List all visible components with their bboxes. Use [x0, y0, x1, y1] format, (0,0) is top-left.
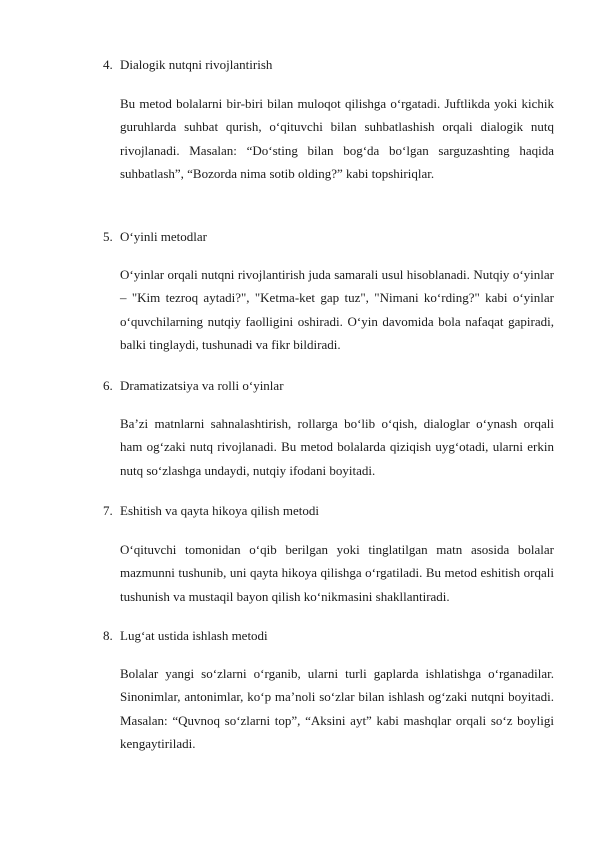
section-heading	[103, 378, 284, 394]
section-title: Lug‘at ustida ishlash metodi	[120, 628, 268, 643]
section-title: Eshitish va qayta hikoya qilish metodi	[120, 503, 319, 518]
section-number: 5.	[103, 229, 113, 244]
section-title: Dramatizatsiya va rolli o‘yinlar	[120, 378, 284, 393]
section-title: Dialogik nutqni rivojlantirish	[120, 57, 273, 72]
section-paragraph: Ba’zi matnlarni sahnalashtirish, rollarga bo‘lib o‘qish, dialoglar o‘ynash orqali ham og‘zaki nutq rivojlanadi. Bu metod bolalarda qiziqish uyg‘otadi, ularni erkin nutq so‘zlashga undaydi, nutqiy ifodani boyitadi.	[120, 416, 554, 478]
section-heading	[103, 503, 319, 519]
section-number: 7.	[103, 503, 113, 518]
section-paragraph: O‘qituvchi tomonidan o‘qib berilgan yoki tinglatilgan matn asosida bolalar mazmunni tushunib, uni qayta hikoya qilishga o‘rgatiladi. Bu metod eshitish orqali tushunish va mustaqil bayon qilish ko‘nikmasini shakllantiradi.	[120, 542, 554, 604]
section-number: 8.	[103, 628, 113, 643]
section-number: 6.	[103, 378, 113, 393]
section-number: 4.	[103, 57, 113, 72]
section-heading	[103, 229, 207, 245]
section-heading	[103, 57, 272, 73]
section-title: O‘yinli metodlar	[120, 229, 208, 244]
section-paragraph: Bu metod bolalarni bir-biri bilan muloqot qilishga o‘rgatadi. Juftlikda yoki kichik guruhlarda suhbat qurish, o‘qituvchi bilan suhbatlashish orqali dialogik nutq rivojlanadi. Masalan: “Do‘sting bilan bog‘da bo‘lgan sarguzashting haqida suhbatlash”, “Bozorda nima sotib olding?” kabi topshiriqlar.	[120, 96, 554, 181]
section-paragraph: Bolalar yangi so‘zlarni o‘rganib, ularni turli gaplarda ishlatishga o‘rganadilar. Sinonimlar, antonimlar, ko‘p ma’noli so‘zlar bilan ishlash og‘zaki nutqni boyitadi. Masalan: “Quvnoq so‘zlarni top”, “Aksini ayt” kabi mashqlar orqali so‘z boyligi kengaytiriladi.	[120, 666, 554, 751]
section-heading	[103, 628, 268, 644]
section-paragraph: O‘yinlar orqali nutqni rivojlantirish juda samarali usul hisoblanadi. Nutqiy o‘yinlar – "Kim tezroq aytadi?", "Ketma-ket gap tuz", "Nimani ko‘rding?" kabi o‘yinlar o‘quvchilarning nutqiy faolligini oshiradi. O‘yin davomida bola nafaqat gapiradi, balki tinglaydi, tushunadi va fikr bildiradi.	[120, 267, 554, 352]
